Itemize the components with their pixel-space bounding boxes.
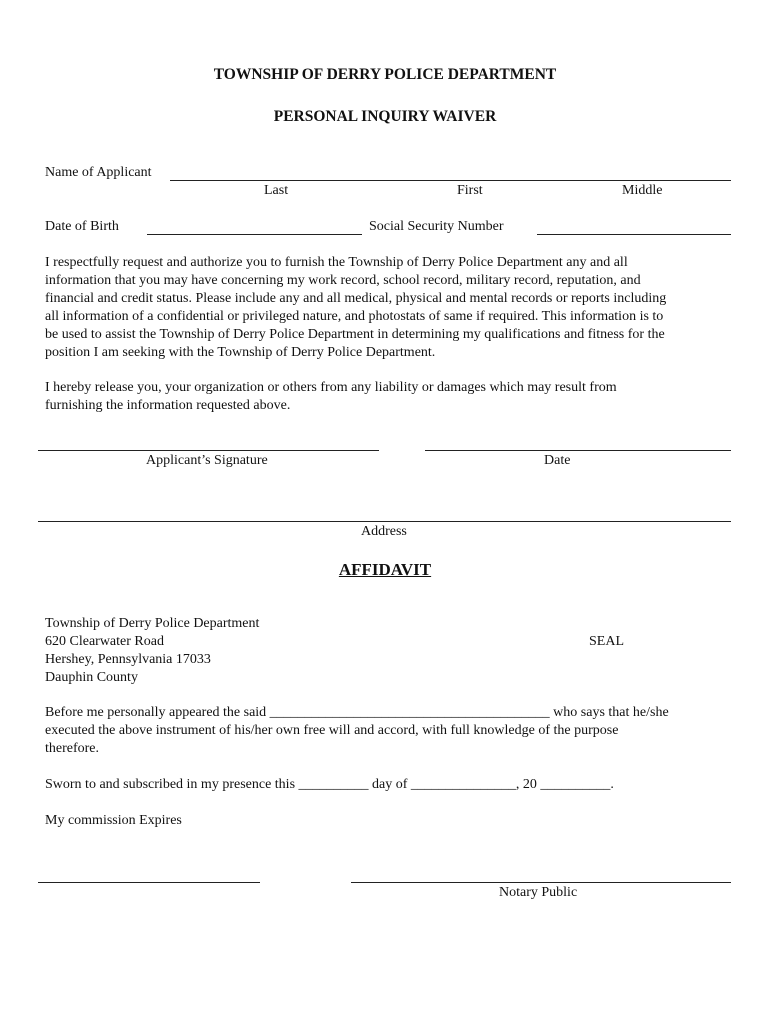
commission-expires-label: My commission Expires: [45, 813, 182, 828]
middle-name-label: Middle: [622, 183, 663, 198]
seal-label: SEAL: [589, 634, 624, 649]
appeared-line: therefore.: [45, 741, 100, 756]
date-of-birth-line[interactable]: [147, 234, 362, 235]
name-of-applicant-label: Name of Applicant: [45, 165, 152, 180]
release-paragraph: [45, 379, 725, 415]
request-paragraph: [45, 254, 725, 362]
ssn-label: Social Security Number: [369, 219, 504, 234]
paragraph-line: I hereby release you, your organization or others from any liability or damages which may result from: [45, 380, 617, 395]
name-of-applicant-line[interactable]: [170, 180, 731, 181]
paragraph-line: information that you may have concerning my work record, school record, military record, reputation, and: [45, 273, 641, 288]
affidavit-address-line: Township of Derry Police Department: [45, 616, 260, 631]
paragraph-line: furnishing the information requested above.: [45, 398, 291, 413]
notary-public-label: Notary Public: [499, 885, 578, 900]
applicant-signature-label: Applicant’s Signature: [146, 453, 268, 468]
last-name-label: Last: [264, 183, 289, 198]
signature-date-line[interactable]: [425, 450, 731, 451]
appeared-line: Before me personally appeared the said ________________________________________ who says that he/she: [45, 705, 669, 720]
address-label: Address: [361, 524, 407, 539]
paragraph-line: financial and credit status. Please include any and all medical, physical and mental records or reports including: [45, 291, 667, 306]
paragraph-line: position I am seeking with the Township of Derry Police Department.: [45, 345, 436, 360]
sworn-statement: Sworn to and subscribed in my presence this __________ day of _______________, 20 __________.: [45, 777, 614, 792]
department-title: TOWNSHIP OF DERRY POLICE DEPARTMENT: [213, 66, 557, 83]
ssn-line[interactable]: [537, 234, 731, 235]
signature-date-label: Date: [544, 453, 571, 468]
appeared-line: executed the above instrument of his/her own free will and accord, with full knowledge of the purpose: [45, 723, 619, 738]
applicant-signature-line[interactable]: [38, 450, 379, 451]
affidavit-address-line: Dauphin County: [45, 670, 138, 685]
affidavit-address-line: 620 Clearwater Road: [45, 634, 164, 649]
notary-signature-line[interactable]: [351, 882, 731, 883]
address-line[interactable]: [38, 521, 731, 522]
paragraph-line: be used to assist the Township of Derry Police Department in determining my qualifications and fitness for the: [45, 327, 665, 342]
form-title: PERSONAL INQUIRY WAIVER: [273, 108, 497, 125]
date-of-birth-label: Date of Birth: [45, 219, 119, 234]
paragraph-line: I respectfully request and authorize you to furnish the Township of Derry Police Department any and all: [45, 255, 628, 270]
first-name-label: First: [457, 183, 483, 198]
affidavit-address-line: Hershey, Pennsylvania 17033: [45, 652, 211, 667]
paragraph-line: all information of a confidential or privileged nature, and photostats of same if required. This information is to: [45, 309, 664, 324]
affidavit-title: AFFIDAVIT: [338, 560, 432, 579]
commission-date-line[interactable]: [38, 882, 260, 883]
